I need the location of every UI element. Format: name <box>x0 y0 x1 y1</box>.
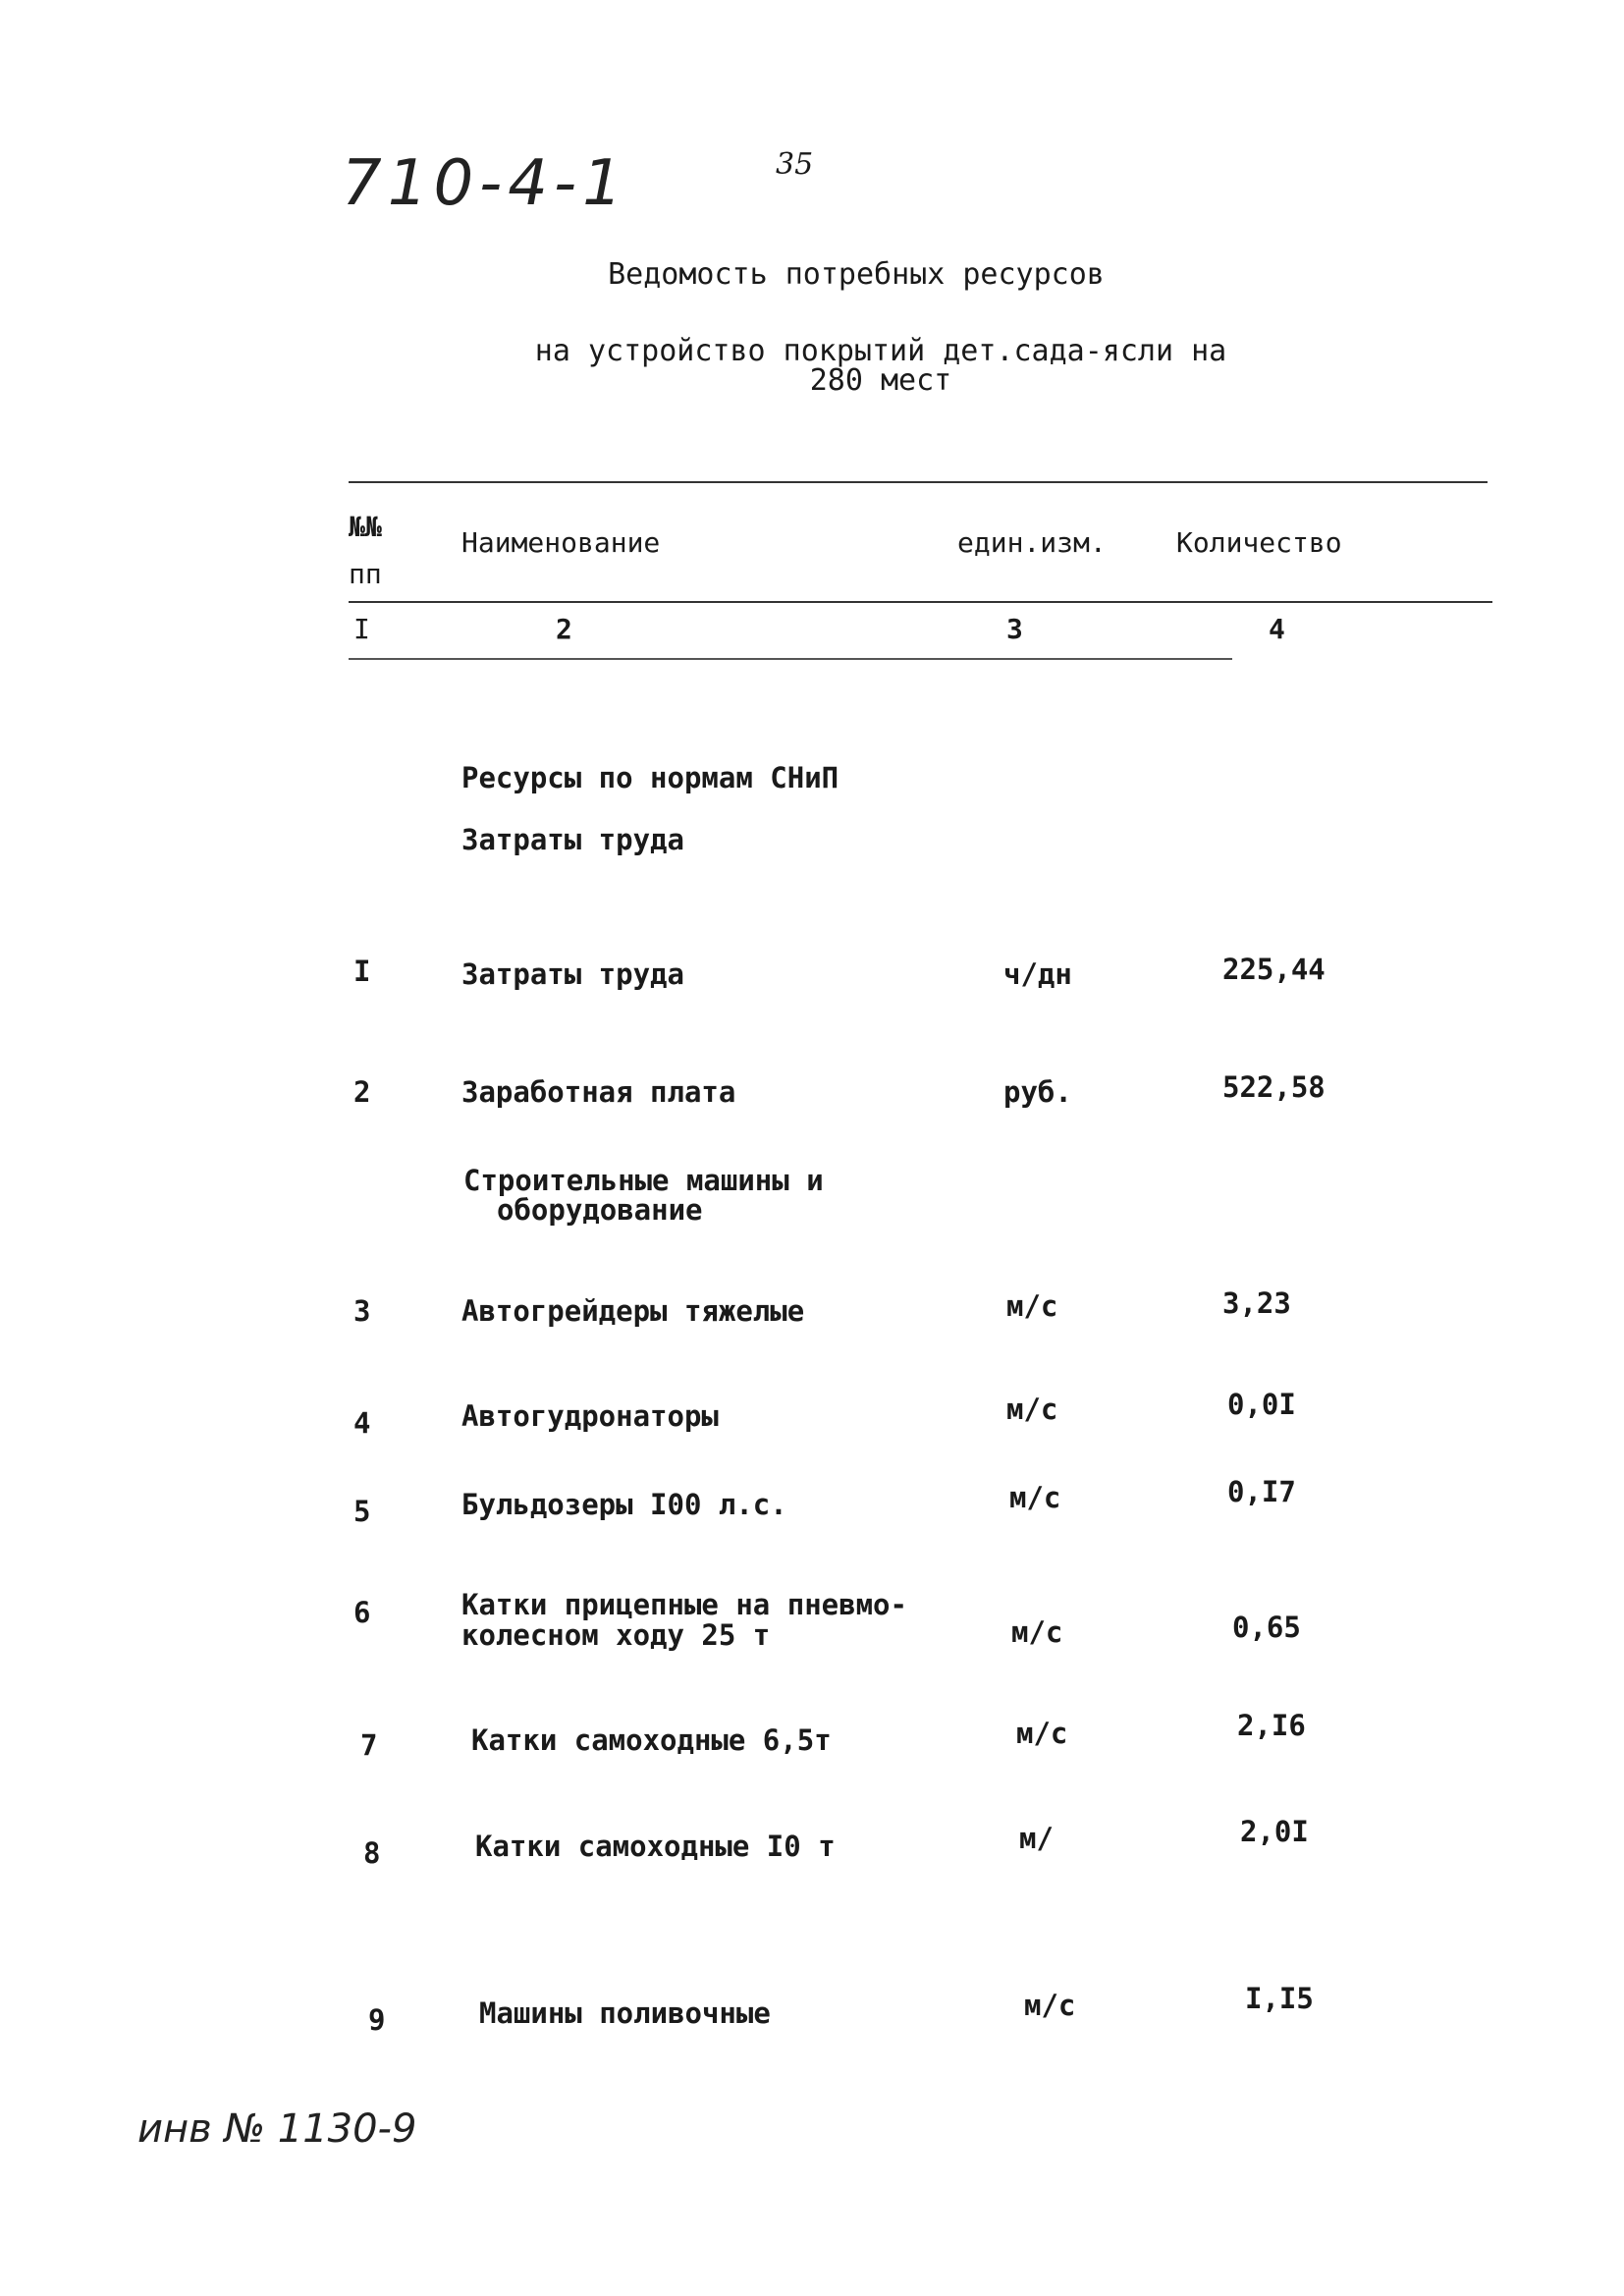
row-name: Автогудронаторы <box>461 1399 719 1433</box>
row-unit: м/с <box>1016 1717 1068 1750</box>
section-heading-machines: Строительные машины и <box>463 1164 824 1197</box>
row-number: 4 <box>353 1406 371 1440</box>
row-quantity: 0,I7 <box>1227 1475 1296 1508</box>
row-number: 5 <box>353 1495 371 1528</box>
row-name: Катки самоходные I0 т <box>475 1830 836 1863</box>
column-number-3: 3 <box>1006 613 1023 645</box>
row-unit: м/с <box>1024 1989 1076 2022</box>
row-quantity: 0,65 <box>1232 1611 1301 1644</box>
row-number: 6 <box>353 1596 371 1629</box>
row-name: Катки самоходные 6,5т <box>471 1723 832 1757</box>
row-quantity: I,I5 <box>1245 1982 1314 2015</box>
row-name-cont: колесном ходу 25 т <box>461 1618 771 1652</box>
table-header-bottom-rule <box>349 658 1232 660</box>
column-number-2: 2 <box>556 613 572 645</box>
row-number: 7 <box>360 1728 378 1762</box>
column-number-1: I <box>353 613 370 645</box>
row-number: 9 <box>368 2003 386 2037</box>
header-quantity: Количество <box>1176 526 1342 559</box>
row-name: Заработная плата <box>461 1075 736 1109</box>
header-num-line1: №№ <box>349 511 382 543</box>
table-top-rule <box>349 481 1488 483</box>
row-number: 8 <box>363 1836 381 1870</box>
row-number: 3 <box>353 1294 371 1328</box>
row-unit: м/с <box>1006 1393 1058 1426</box>
page-number: 35 <box>776 147 814 182</box>
row-quantity: 0,0I <box>1227 1388 1296 1421</box>
column-number-4: 4 <box>1269 613 1285 645</box>
row-name: Катки прицепные на пневмо- <box>461 1588 907 1621</box>
section-heading-resources: Ресурсы по нормам СНиП <box>461 761 839 794</box>
document-title: Ведомость потребных ресурсов <box>608 257 1105 292</box>
section-heading-machines-cont: оборудование <box>497 1193 703 1227</box>
row-name: Бульдозеры I00 л.с. <box>461 1488 787 1521</box>
row-unit: руб. <box>1003 1075 1072 1109</box>
row-unit: м/с <box>1009 1481 1061 1514</box>
row-name: Машины поливочные <box>479 1996 771 2030</box>
row-unit: м/с <box>1011 1615 1063 1649</box>
row-name: Автогрейдеры тяжелые <box>461 1294 805 1328</box>
document-subtitle-cont: 280 мест <box>809 363 952 398</box>
row-quantity: 522,58 <box>1222 1070 1326 1104</box>
inventory-number: инв № 1130-9 <box>137 2106 417 2152</box>
section-heading-labor: Затраты труда <box>461 823 684 856</box>
document-code: 710-4-1 <box>342 147 628 220</box>
row-number: 2 <box>353 1075 371 1109</box>
row-quantity: 2,0I <box>1240 1815 1309 1848</box>
row-unit: ч/дн <box>1003 957 1072 991</box>
row-quantity: 2,I6 <box>1237 1709 1306 1742</box>
header-divider-rule <box>349 601 1492 603</box>
row-unit: м/ <box>1019 1822 1054 1855</box>
row-name: Затраты труда <box>461 957 684 991</box>
header-name: Наименование <box>461 526 661 559</box>
row-number: I <box>353 955 371 988</box>
document-subtitle: на устройство покрытий дет.сада-ясли на <box>534 334 1227 368</box>
row-quantity: 3,23 <box>1222 1286 1291 1320</box>
row-quantity: 225,44 <box>1222 953 1326 986</box>
row-unit: м/с <box>1006 1289 1058 1323</box>
header-unit: един.изм. <box>957 526 1107 559</box>
header-num-line2: пп <box>349 558 382 590</box>
